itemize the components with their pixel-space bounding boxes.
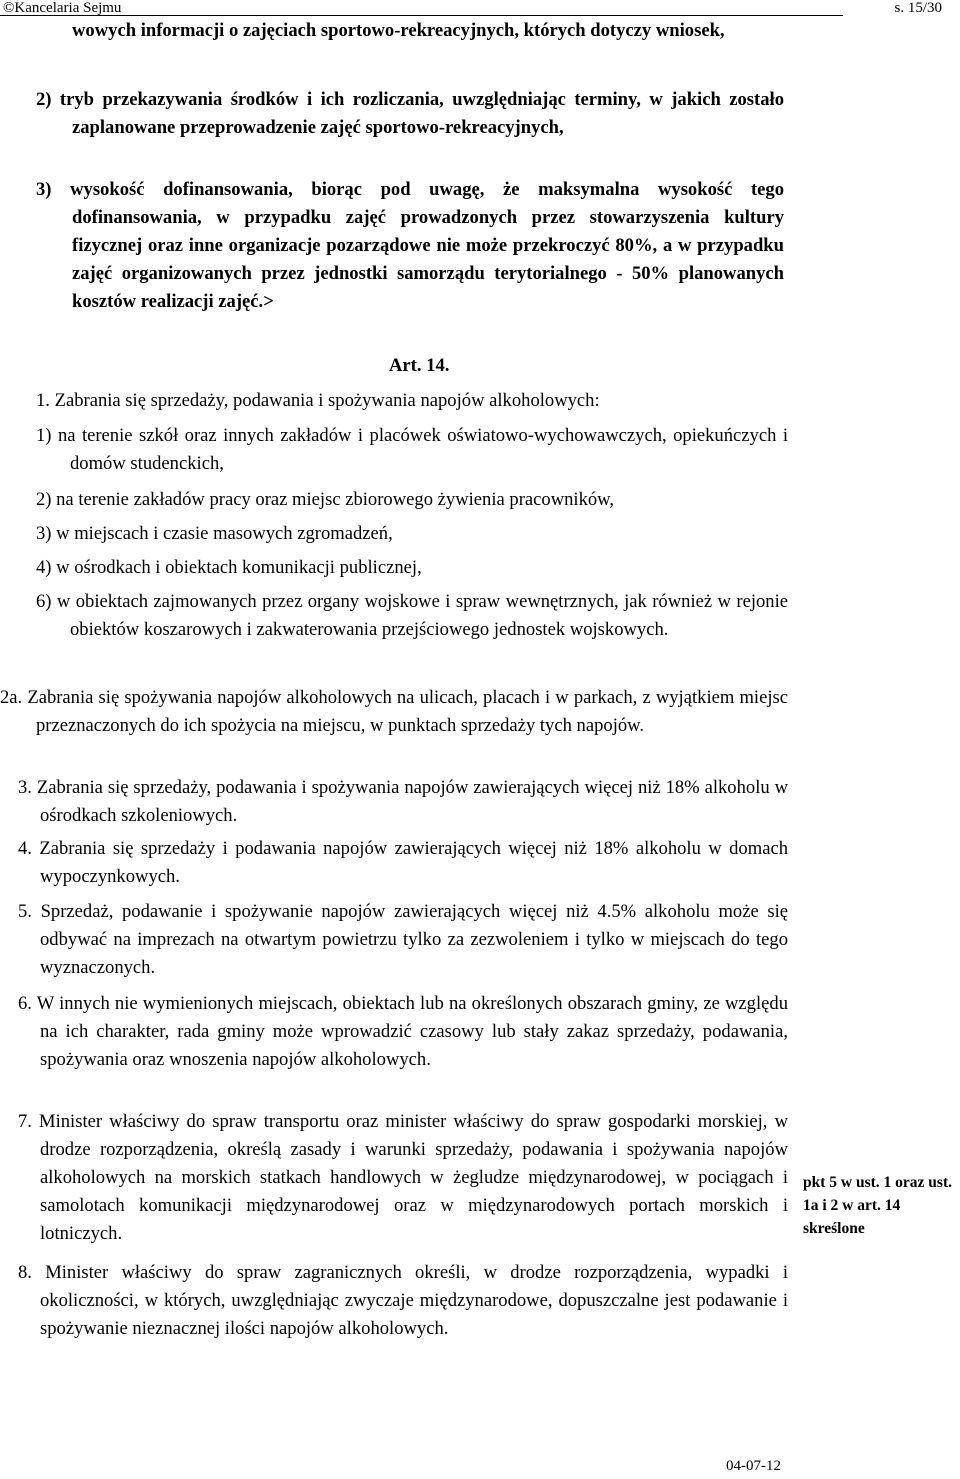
paragraph-5-text: 5. Sprzedaż, podawanie i spożywanie napojów zawierających więcej niż 4.5% alkoholu może się odbywać na imprezach na otwartym powietrzu tylko za zezwoleniem i tylko w miejscach do tego wyznaczonych. (18, 901, 788, 978)
paragraph-5 (18, 898, 788, 982)
p1-item-3 (36, 520, 788, 548)
paragraph-3 (18, 774, 788, 830)
p1-item-4-text: 4) w ośrodkach i obiektach komunikacji publicznej, (36, 557, 422, 578)
header-rule (0, 15, 843, 16)
top-item-2 (36, 86, 784, 142)
p1-item-2 (36, 486, 788, 514)
margin-note: pkt 5 w ust. 1 oraz ust. 1a i 2 w art. 14 skreślone (803, 1174, 952, 1237)
p1-item-4 (36, 554, 788, 582)
p1-item-2-text: 2) na terenie zakładów pracy oraz miejsc zbiorowego żywienia pracowników, (36, 489, 615, 510)
paragraph-2a (0, 684, 788, 740)
paragraph-7 (18, 1108, 788, 1248)
publisher-label: ©Kancelaria Sejmu (3, 0, 122, 16)
continuation-text (72, 17, 784, 45)
top-item-2-text: 2) tryb przekazywania środków i ich rozliczania, uwzględniając terminy, w jakich zostało zaplanowane przeprowadzenie zajęć sportowo-rekreacyjnych, (36, 89, 784, 138)
paragraph-6 (18, 990, 788, 1074)
paragraph-8 (18, 1259, 788, 1343)
top-item-3-text: 3) wysokość dofinansowania, biorąc pod uwagę, że maksymalna wysokość tego dofinansowania, w przypadku zajęć prowadzonych przez stowarzyszenia kultury fizycznej oraz inne organizacje pozarządowe nie może przekroczyć 80%, a w przypadku zajęć organizowanych przez jednostki samorządu terytorialnego - 50% planowanych kosztów realizacji zajęć.> (36, 179, 784, 312)
p1-item-1-text: 1) na terenie szkół oraz innych zakładów i placówek oświatowo-wychowawczych, opiekuńczych i domów studenckich, (36, 425, 788, 474)
paragraph-6-text: 6. W innych nie wymienionych miejscach, obiektach lub na określonych obszarach gminy, ze względu na ich charakter, rada gminy może wprowadzić czasowy lub stały zakaz sprzedaży, podawania, spożywania oraz wnoszenia napojów alkoholowych. (18, 993, 788, 1070)
footer-date: 04-07-12 (726, 1458, 781, 1474)
paragraph-4-text: 4. Zabrania się sprzedaży i podawania napojów zawierających więcej niż 18% alkoholu w domach wypoczynkowych. (18, 838, 788, 887)
continuation-line: wowych informacji o zajęciach sportowo-rekreacyjnych, których dotyczy wniosek, (72, 20, 725, 41)
paragraph-7-text: 7. Minister właściwy do spraw transportu oraz minister właściwy do spraw gospodarki morskiej, w drodze rozporządzenia, określą zasady i warunki sprzedaży, podawania i spożywania napojów alkoholowych na morskich statkach handlowych w żegludze międzynarodowej, w pociągach i samolotach komunikacji międzynarodowej oraz w międzynarodowych portach morskich i lotniczych. (18, 1111, 788, 1244)
p1-item-6 (36, 588, 788, 644)
p1-item-1 (36, 422, 788, 478)
page-number: s. 15/30 (894, 0, 942, 16)
paragraph-2a-text: 2a. Zabrania się spożywania napojów alkoholowych na ulicach, placach i w parkach, z wyjątkiem miejsc przeznaczonych do ich spożycia na miejscu, w punktach sprzedaży tych napojów. (0, 687, 788, 736)
paragraph-1 (36, 387, 786, 415)
article-title: Art. 14. (389, 355, 450, 376)
paragraph-1-text: 1. Zabrania się sprzedaży, podawania i spożywania napojów alkoholowych: (36, 390, 600, 411)
paragraph-4 (18, 835, 788, 891)
paragraph-8-text: 8. Minister właściwy do spraw zagranicznych określi, w drodze rozporządzenia, wypadki i okoliczności, w których, uwzględniając zwyczaje międzynarodowe, dopuszczalne jest podawanie i spożywanie nieznacznej ilości napojów alkoholowych. (18, 1262, 788, 1339)
page-header (0, 0, 960, 16)
paragraph-3-text: 3. Zabrania się sprzedaży, podawania i spożywania napojów zawierających więcej niż 18% alkoholu w ośrodkach szkoleniowych. (18, 777, 788, 826)
p1-item-3-text: 3) w miejscach i czasie masowych zgromadzeń, (36, 523, 393, 544)
top-item-3 (36, 176, 784, 316)
p1-item-6-text: 6) w obiektach zajmowanych przez organy wojskowe i spraw wewnętrznych, jak również w rejonie obiektów koszarowych i zakwaterowania przejściowego jednostek wojskowych. (36, 591, 788, 640)
